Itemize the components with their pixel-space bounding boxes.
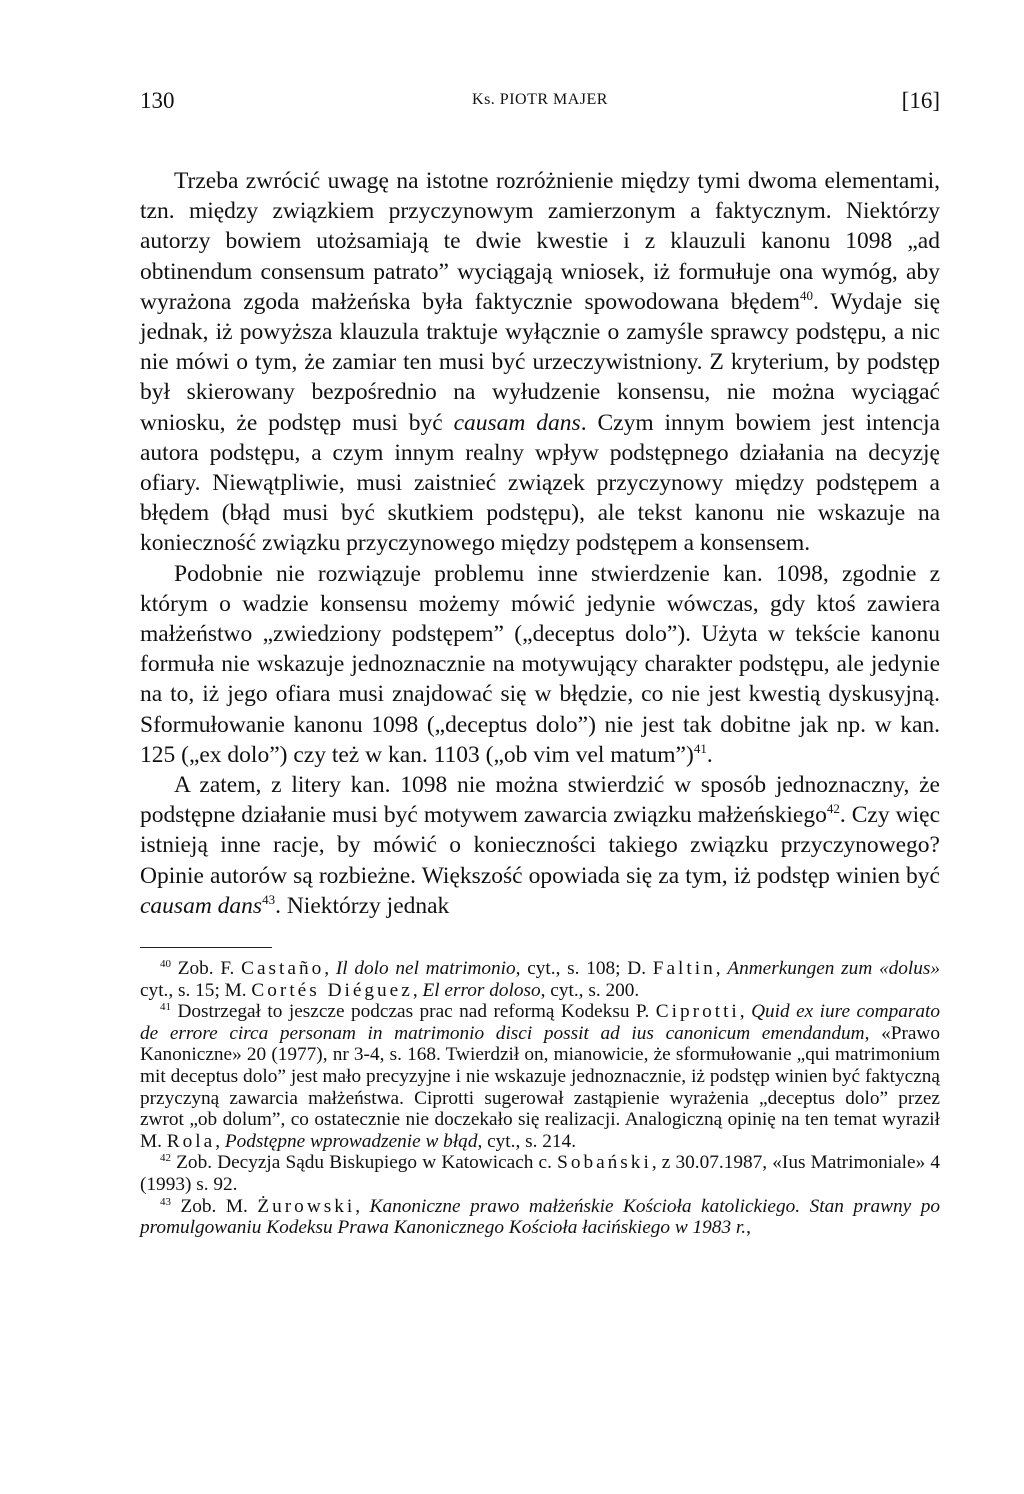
main-text bbox=[140, 166, 940, 921]
italic-term: causam dans bbox=[140, 892, 263, 919]
footnote-43: $^{43}$ Zob. M. Żurowski, Kanoniczne prawo małżeńskie Kościoła katolickiego. Stan prawny po promulgowaniu Kodeksu Prawa Kanonicznego Kościoła łacińskiego w 1983 r., bbox=[140, 1195, 940, 1239]
footnote-divider bbox=[140, 947, 272, 948]
italic-term: causam dans bbox=[453, 409, 581, 436]
page bbox=[140, 88, 940, 1239]
section-number: [16] bbox=[901, 88, 940, 113]
paragraph-1: Trzeba zwrócić uwagę na istotne rozróżnienie między tymi dwoma elementami, tzn. między związkiem przyczynowym zamierzonym a faktycznym. Niektórzy autorzy bowiem utożsamiają te dwie kwestie i z klauzuli kanonu 1098 „ad obtinendum consensum patrato” wyciągają wniosek, iż formułuje ona wymóg, aby wyrażona zgoda małżeńska była faktycznie spowodowana błędem$^{40}$. Wydaje się jednak, iż powyższa klauzula traktuje wyłącznie o zamyśle sprawcy podstępu, a nic nie mówi o tym, że zamiar ten musi być urzeczywistniony. Z kryterium, by podstęp był skierowany bezpośrednio na wyłudzenie konsensu, nie można wyciągać wniosku, że podstęp musi być causam dans. Czym innym bowiem jest intencja autora podstępu, a czym innym realny wpływ podstępnego działania na decyzję ofiary. Niewątpliwie, musi zaistnieć związek przyczynowy między podstępem a błędem (błąd musi być skutkiem podstępu), ale tekst kanonu nie wskazuje na konieczność związku przyczynowego między podstępem a konsensem. bbox=[140, 168, 941, 557]
paragraph-2: Podobnie nie rozwiązuje problemu inne stwierdzenie kan. 1098, zgodnie z którym o wadzie konsensu możemy mówić jedynie wówczas, gdy ktoś zawiera małżeństwo „zwiedziony podstępem” („deceptus dolo”). Użyta w tekście kanonu formuła nie wskazuje jednoznacznie na motywujący charakter podstępu, ale jedynie na to, iż jego ofiara musi znajdować się w błędzie, co nie jest kwestią dyskusyjną. Sformułowanie kanonu 1098 („deceptus dolo”) nie jest tak dobitne jak np. w kan. 125 („ex dolo”) czy też w kan. 1103 („ob vim vel matum”)$^{41}$. bbox=[140, 560, 940, 768]
footnotes bbox=[140, 958, 940, 1239]
paragraph-3: A zatem, z litery kan. 1098 nie można stwierdzić w sposób jednoznaczny, że podstępne działanie musi być motywem zawarcia związku małżeńskiego$^{42}$. Czy więc istnieją inne racje, by mówić o konieczności takiego związku przyczynowego? Opinie autorów są rozbieżne. Większość opowiada się za tym, iż podstęp winien być causam dans$^{43}$. Niektórzy jednak bbox=[140, 772, 940, 919]
running-head: Ks. PIOTR MAJER bbox=[472, 91, 608, 108]
footnote-ref-42: 42 bbox=[826, 801, 840, 817]
footnote-40: $^{40}$ Zob. F. Castaño, Il dolo nel matrimonio, cyt., s. 108; D. Faltin, Anmerkungen zum «dolus» cyt., s. 15; M. Cortés Diéguez, El error doloso, cyt., s. 200. bbox=[140, 958, 941, 1001]
page-header bbox=[140, 88, 940, 128]
footnote-ref-43: 43 bbox=[262, 891, 276, 907]
footnote-42: $^{42}$ Zob. Decyzja Sądu Biskupiego w Katowicach c. Sobański, z 30.07.1987, «Ius Matrimoniale» 4 (1993) s. 92. bbox=[140, 1152, 941, 1196]
page-number: 130 bbox=[140, 88, 175, 113]
footnote-ref-41: 41 bbox=[693, 740, 707, 756]
footnote-ref-40: 40 bbox=[799, 287, 813, 303]
footnote-41: $^{41}$ Dostrzegał to jeszcze podczas prac nad reformą Kodeksu P. Ciprotti, Quid ex iure comparato de errore circa personam in matrimonio disci possit ad ius canonicum emendandum, «Prawo Kanoniczne» 20 (1977), nr 3-4, s. 168. Twierdził on, mianowicie, że sformułowanie „qui matrimonium mit deceptus dolo” jest mało precyzyjne i nie wskazuje jednoznacznie, iż podstęp winien być faktyczną przyczyną zawarcia małżeństwa. Ciprotti sugerował zastąpienie wyrażenia „deceptus dolo” przez zwrot „ob dolum”, co ostatecznie nie doczekało się realizacji. Analogiczną opinię na ten temat wyraził M. Rola, Podstępne wprowadzenie w błąd, cyt., s. 214. bbox=[140, 1001, 941, 1152]
